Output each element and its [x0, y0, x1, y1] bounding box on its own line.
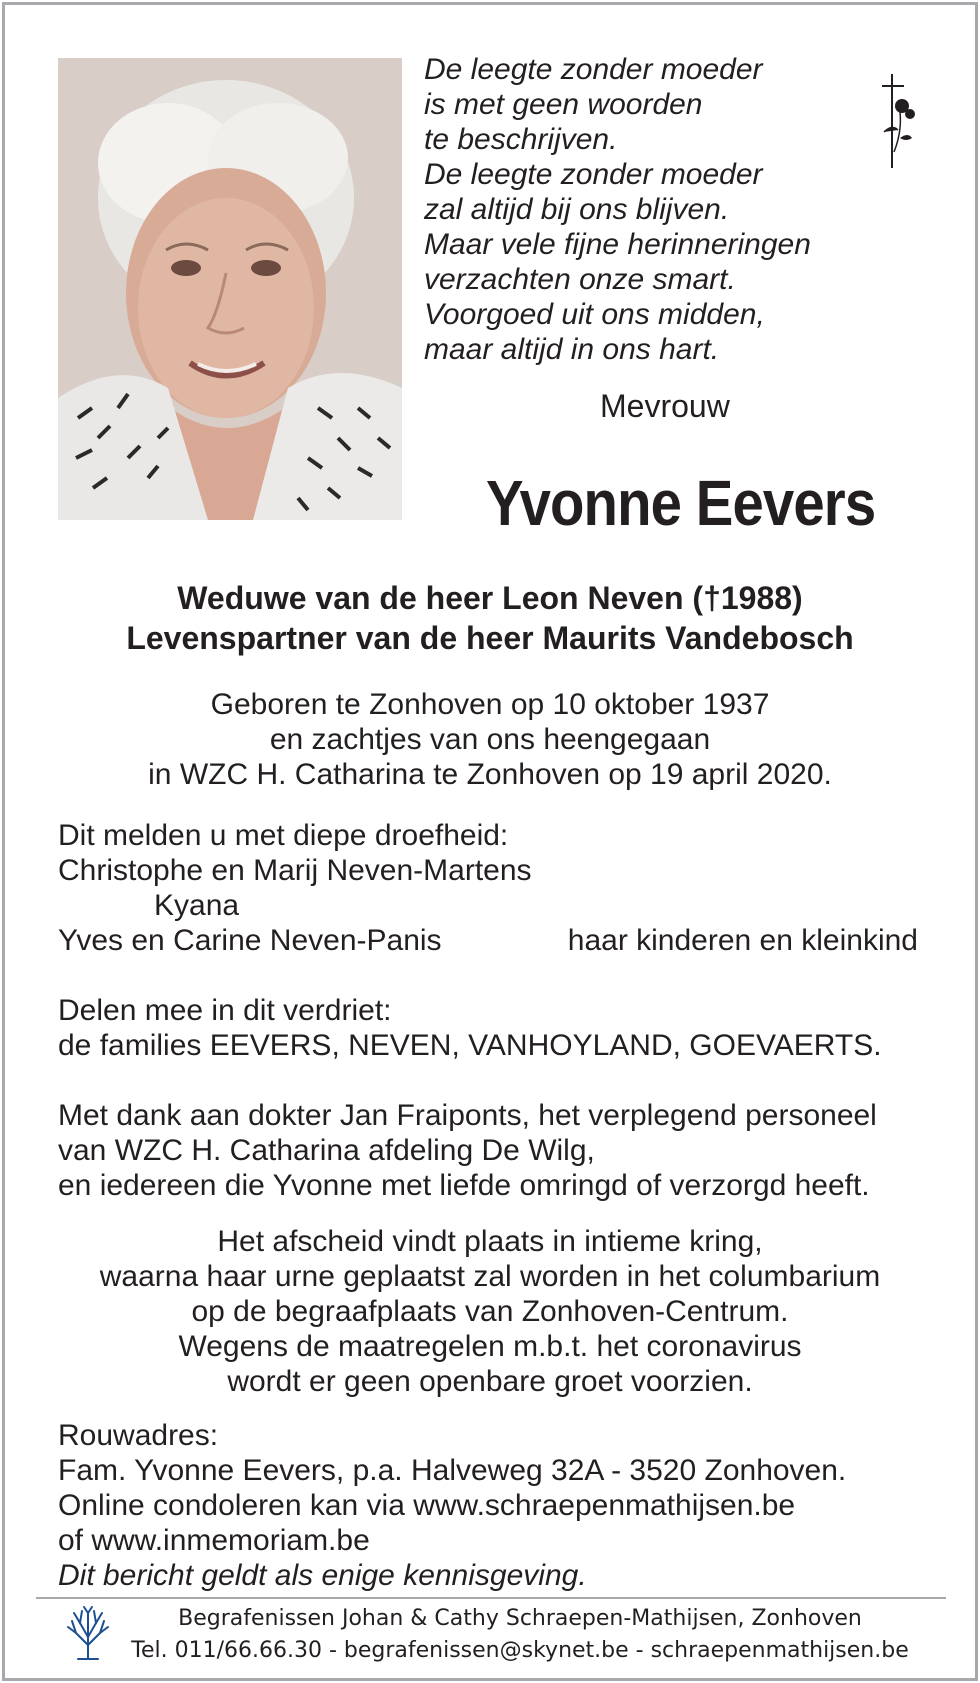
poem: [424, 52, 854, 367]
poem-line: te beschrijven.: [424, 123, 618, 156]
passing-line: en zachtjes van ons heengegaan: [269, 723, 711, 756]
mourner-row: [58, 923, 918, 958]
farewell-line: Wegens de maatregelen m.b.t. het coronavirus: [178, 1330, 802, 1363]
relation-partner: Levenspartner van de heer Maurits Vandebosch: [126, 620, 854, 656]
farewell-line: op de begraafplaats van Zonhoven-Centrum.: [191, 1295, 789, 1328]
poem-line: Voorgoed uit ons midden,: [424, 298, 765, 331]
families-names: de families EEVERS, NEVEN, VANHOYLAND, GOEVAERTS.: [58, 1029, 882, 1062]
mourners-intro: Dit melden u met diepe droefheid:: [58, 819, 509, 852]
poem-line: verzachten onze smart.: [424, 263, 736, 296]
notice: Dit bericht geldt als enige kennisgeving.: [58, 1559, 587, 1592]
families: [58, 993, 882, 1063]
poem-line: maar altijd in ons hart.: [424, 333, 720, 366]
deceased-name: Yvonne Eevers: [486, 467, 876, 539]
relations: [0, 578, 980, 658]
birth-death-info: [0, 687, 980, 792]
address-line: Fam. Yvonne Eevers, p.a. Halveweg 32A - 3520 Zonhoven.: [58, 1454, 847, 1487]
birth-line: Geboren te Zonhoven op 10 oktober 1937: [210, 688, 770, 721]
tree-logo-icon: [64, 1605, 112, 1666]
poem-line: De leegte zonder moeder: [424, 158, 763, 191]
funeral-home-contact: Tel. 011/66.66.30 - begrafenissen@skynet.be - schraepenmathijsen.be: [131, 1638, 909, 1663]
poem-line: De leegte zonder moeder: [424, 53, 763, 86]
poem-line: is met geen woorden: [424, 88, 703, 121]
online-condolence: Online condoleren kan via www.schraepenmathijsen.be: [58, 1489, 796, 1522]
poem-line: Maar vele fijne herinneringen: [424, 228, 811, 261]
cross-with-rose-icon: [872, 72, 922, 177]
passing-place-line: in WZC H. Catharina te Zonhoven op 19 april 2020.: [148, 758, 832, 791]
thanks-line: Met dank aan dokter Jan Fraiponts, het verplegend personeel: [58, 1099, 877, 1132]
mourners: [58, 818, 918, 958]
farewell-line: Het afscheid vindt plaats in intieme kring,: [217, 1225, 763, 1258]
honorific: Mevrouw: [600, 388, 730, 424]
thanks: [58, 1098, 877, 1203]
mourner-name: Yves en Carine Neven-Panis: [58, 924, 442, 957]
footer-divider: [36, 1597, 946, 1599]
relation-widow: Weduwe van de heer Leon Neven (†1988): [177, 580, 803, 616]
families-intro: Delen mee in dit verdriet:: [58, 994, 392, 1027]
mourner-name: Christophe en Marij Neven-Martens: [58, 854, 532, 887]
address-label: Rouwadres:: [58, 1419, 219, 1452]
thanks-line: en iedereen die Yvonne met liefde omringd of verzorgd heeft.: [58, 1169, 870, 1202]
funeral-home-name: Begrafenissen Johan & Cathy Schraepen-Mathijsen, Zonhoven: [178, 1606, 862, 1631]
poem-line: zal altijd bij ons blijven.: [424, 193, 730, 226]
thanks-line: van WZC H. Catharina afdeling De Wilg,: [58, 1134, 595, 1167]
mourner-role: haar kinderen en kleinkind: [567, 924, 918, 957]
farewell-line: wordt er geen openbare groet voorzien.: [227, 1365, 753, 1398]
grandchild-name: Kyana: [154, 889, 240, 922]
farewell-line: waarna haar urne geplaatst zal worden in het columbarium: [99, 1260, 881, 1293]
online-condolence-alt: of www.inmemoriam.be: [58, 1524, 370, 1557]
farewell-info: [0, 1224, 980, 1399]
address-block: [58, 1418, 846, 1593]
portrait-photo: [58, 58, 402, 520]
funeral-home-footer: [120, 1603, 920, 1667]
